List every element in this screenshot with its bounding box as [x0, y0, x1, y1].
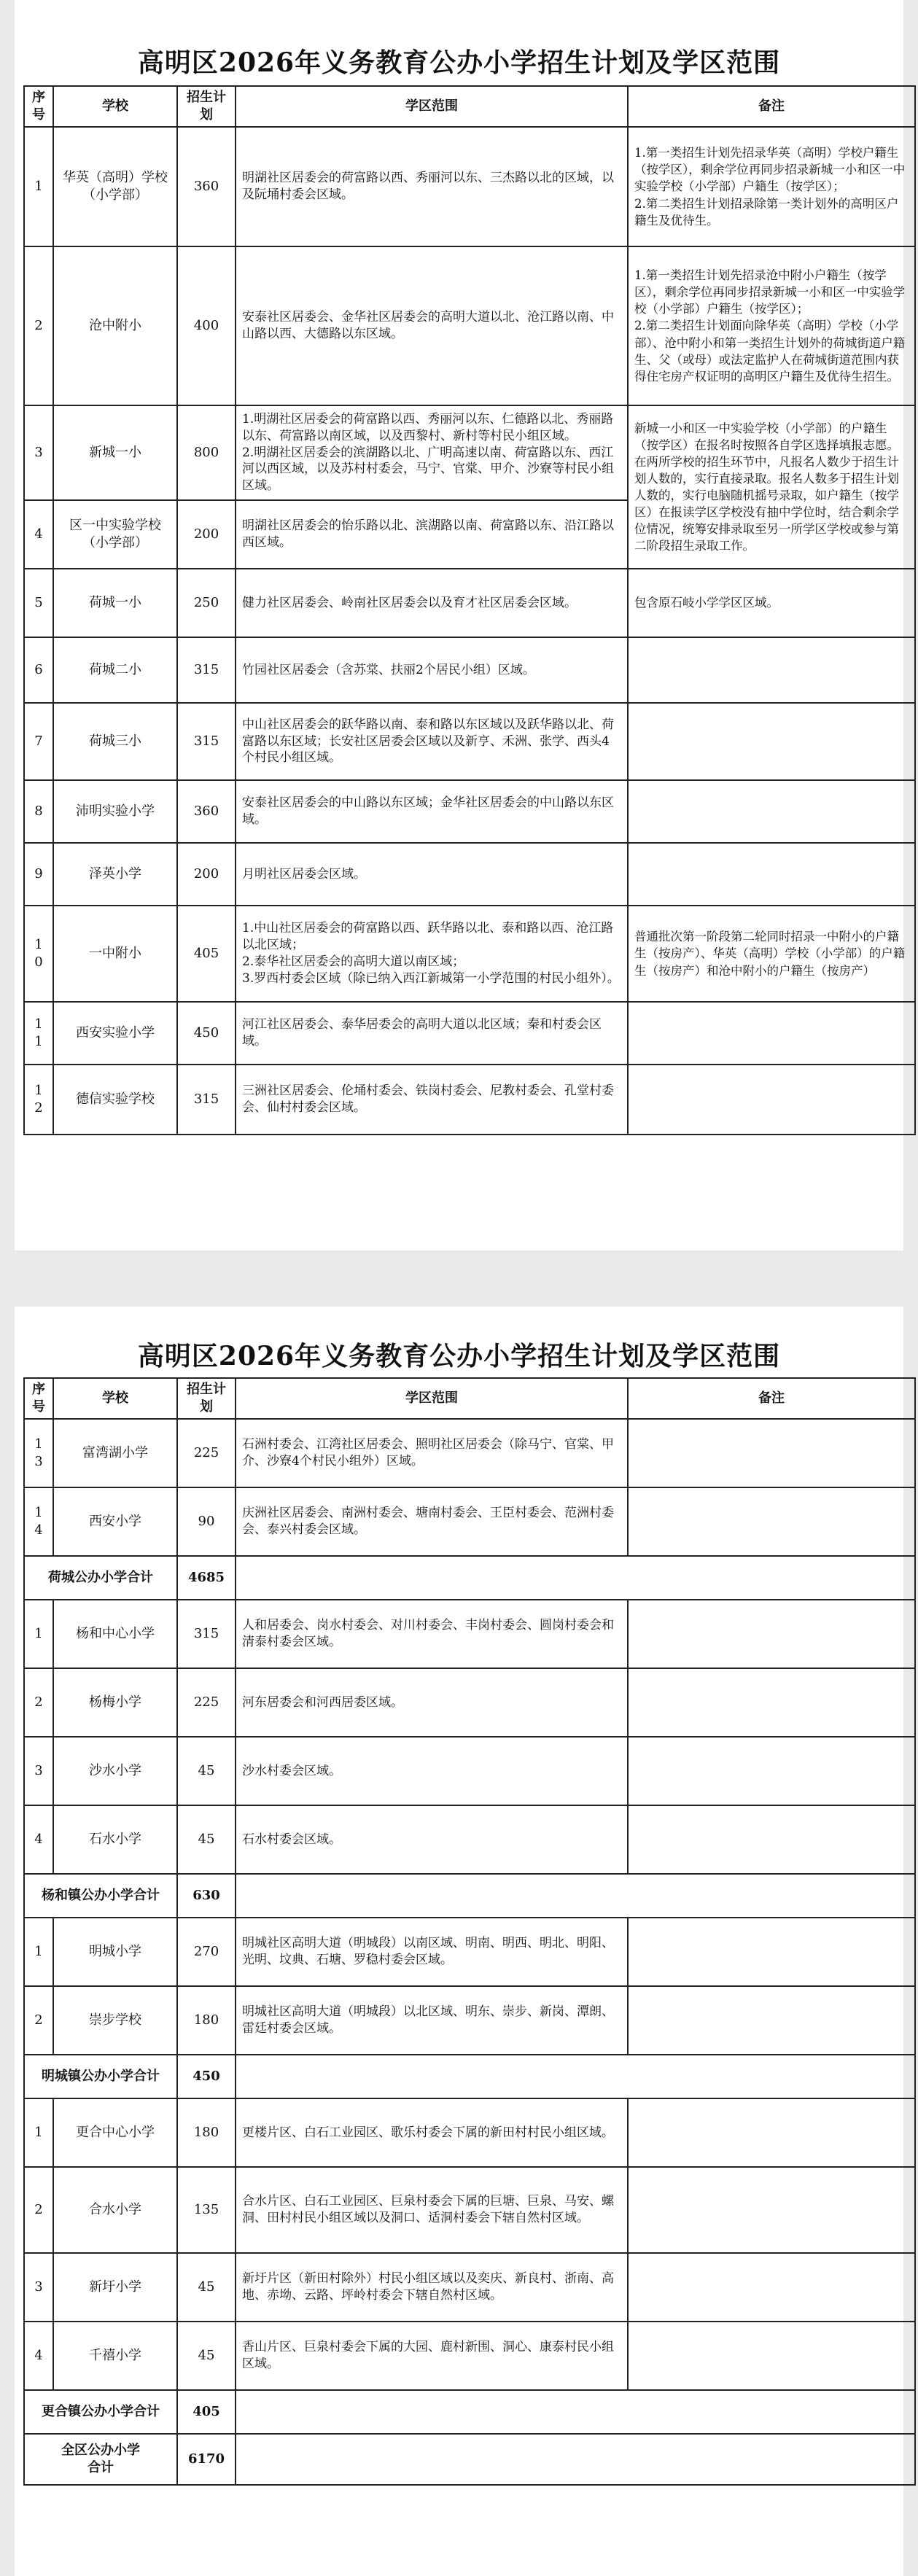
table-row — [24, 405, 915, 500]
table-row — [24, 246, 915, 405]
row-no: 4 — [24, 1805, 53, 1874]
page-title: 高明区2026年义务教育公办小学招生计划及学区范围 — [137, 1341, 781, 1371]
row-school: 一中附小 — [53, 906, 177, 1002]
row-note — [628, 1487, 915, 1556]
row-school: 区一中实验学校（小学部） — [53, 500, 177, 569]
table-header-row — [24, 86, 915, 127]
row-quota: 200 — [177, 843, 236, 906]
row-note: 包含原石岐小学学区区域。 — [628, 569, 915, 637]
row-no: 4 — [24, 2322, 53, 2390]
subtotal-label: 更合镇公办小学合计 — [24, 2390, 177, 2434]
table-row — [24, 2098, 915, 2167]
header-no: 序号 — [24, 86, 53, 127]
subtotal-label: 荷城公办小学合计 — [24, 1556, 177, 1600]
row-school: 沧中附小 — [53, 246, 177, 405]
row-area: 人和居委会、岗水村委会、对川村委会、丰岗村委会、圆岗村委会和清泰村委会区域。 — [236, 1600, 628, 1668]
table-row — [24, 569, 915, 637]
table-row — [24, 1487, 915, 1556]
row-area: 沙水村委会区域。 — [236, 1737, 628, 1805]
row-area: 更楼片区、白石工业园区、歌乐村委会下属的新田村村民小组区域。 — [236, 2098, 628, 2167]
row-quota: 450 — [177, 1002, 236, 1065]
row-school: 西安实验小学 — [53, 1002, 177, 1065]
row-quota: 45 — [177, 2253, 236, 2322]
row-note — [628, 637, 915, 703]
row-area: 安泰社区居委会的中山路以东区域；金华社区居委会的中山路以东区域。 — [236, 780, 628, 843]
table-row — [24, 127, 915, 246]
row-no: 10 — [24, 906, 53, 1002]
row-area: 安泰社区居委会、金华社区居委会的高明大道以北、沧江路以南、中山路以西、大德路以东区域。 — [236, 246, 628, 405]
row-school: 沙水小学 — [53, 1737, 177, 1805]
row-area: 中山社区居委会的跃华路以南、泰和路以东区域以及跃华路以北、荷富路以东区域；长安社区居委会区域以及新亨、禾洲、张学、西头4个村民小组区域。 — [236, 703, 628, 780]
grand-total-empty — [236, 2434, 915, 2485]
table-row — [24, 1737, 915, 1805]
row-quota: 180 — [177, 2098, 236, 2167]
subtotal-quota: 405 — [177, 2390, 236, 2434]
row-no: 2 — [24, 1668, 53, 1737]
subtotal-label: 明城镇公办小学合计 — [24, 2055, 177, 2098]
row-school: 千禧小学 — [53, 2322, 177, 2390]
row-area: 健力社区居委会、岭南社区居委会以及育才社区居委会区域。 — [236, 569, 628, 637]
row-note: 普通批次第一阶段第二轮同时招录一中附小的户籍生（按房产）、华英（高明）学校（小学部）的户籍生（按房产）和沧中附小的户籍生（按房产） — [628, 906, 915, 1002]
subtotal-quota: 4685 — [177, 1556, 236, 1600]
subtotal-label: 杨和镇公办小学合计 — [24, 1874, 177, 1918]
table-row — [24, 2167, 915, 2253]
row-note — [628, 1419, 915, 1487]
row-school: 富湾湖小学 — [53, 1419, 177, 1487]
row-quota: 315 — [177, 637, 236, 703]
row-school: 新城一小 — [53, 405, 177, 500]
subtotal-row — [24, 2390, 915, 2434]
row-note: 1.第一类招生计划先招录沧中附小户籍生（按学区），剩余学位再同步招录新城一小和区一中实验学校（小学部）户籍生（按学区）； 2.第二类招生计划面向除华英（高明）学校（小学部）、沧中附小和第一类招生计划外的荷城街道户籍生、父（或母）或法定监护人在荷城街道范围内获得住宅房产权证明的高明区户籍生及优待生招生。 — [628, 246, 915, 405]
row-quota: 225 — [177, 1419, 236, 1487]
row-quota: 800 — [177, 405, 236, 500]
row-area: 香山片区、巨泉村委会下属的大园、鹿村新围、洞心、康泰村民小组区域。 — [236, 2322, 628, 2390]
row-school: 华英（高明）学校（小学部） — [53, 127, 177, 246]
subtotal-row — [24, 2055, 915, 2098]
row-no: 2 — [24, 246, 53, 405]
row-area: 1.中山社区居委会的荷富路以西、跃华路以北、泰和路以西、沧江路以北区域； 2.泰华社区居委会的高明大道以南区域； 3.罗西村委会区域（除已纳入西江新城第一小学范围的村民小组外）。 — [236, 906, 628, 1002]
row-school: 荷城三小 — [53, 703, 177, 780]
table-row — [24, 1805, 915, 1874]
header-note: 备注 — [628, 1378, 915, 1419]
row-school: 西安小学 — [53, 1487, 177, 1556]
subtotal-quota: 450 — [177, 2055, 236, 2098]
row-no: 7 — [24, 703, 53, 780]
row-quota: 405 — [177, 906, 236, 1002]
row-no: 11 — [24, 1002, 53, 1065]
row-note — [628, 1600, 915, 1668]
row-school: 德信实验学校 — [53, 1065, 177, 1135]
row-area: 月明社区居委会区域。 — [236, 843, 628, 906]
row-note — [628, 2253, 915, 2322]
row-no: 6 — [24, 637, 53, 703]
row-quota: 360 — [177, 127, 236, 246]
table-header-row — [24, 1378, 915, 1419]
row-note — [628, 843, 915, 906]
header-no: 序号 — [24, 1378, 53, 1419]
row-no: 1 — [24, 1600, 53, 1668]
row-note: 1.第一类招生计划先招录华英（高明）学校户籍生（按学区），剩余学位再同步招录新城一小和区一中实验学校（小学部）户籍生（按学区）； 2.第二类招生计划招录除第一类计划外的高明区户籍生及优待生。 — [628, 127, 915, 246]
row-school: 新圩小学 — [53, 2253, 177, 2322]
row-no: 9 — [24, 843, 53, 906]
row-area: 石洲村委会、江湾社区居委会、照明社区居委会（除马宁、官棠、甲介、沙寮4个村民小组外）区域。 — [236, 1419, 628, 1487]
row-quota: 45 — [177, 1805, 236, 1874]
header-quota: 招生计划 — [177, 1378, 236, 1419]
row-area: 河东居委会和河西居委区域。 — [236, 1668, 628, 1737]
header-school: 学校 — [53, 1378, 177, 1419]
row-school: 沛明实验小学 — [53, 780, 177, 843]
row-area: 合水片区、白石工业园区、巨泉村委会下属的巨塘、巨泉、马安、螺洞、田村村民小组区域以及洞口、适洞村委会下辖自然村区域。 — [236, 2167, 628, 2253]
document-page-2 — [15, 1307, 903, 2576]
row-note — [628, 1065, 915, 1135]
header-quota: 招生计划 — [177, 86, 236, 127]
table-row — [24, 1002, 915, 1065]
enrollment-table — [23, 85, 916, 1135]
subtotal-row — [24, 1556, 915, 1600]
row-quota: 200 — [177, 500, 236, 569]
row-no: 5 — [24, 569, 53, 637]
row-area: 庆洲社区居委会、南洲村委会、塘南村委会、王臣村委会、范洲村委会、泰兴村委会区域。 — [236, 1487, 628, 1556]
row-quota: 45 — [177, 2322, 236, 2390]
row-quota: 180 — [177, 1986, 236, 2055]
row-note — [628, 1918, 915, 1986]
row-note — [628, 1002, 915, 1065]
row-quota: 270 — [177, 1918, 236, 1986]
row-school: 更合中心小学 — [53, 2098, 177, 2167]
row-area: 三洲社区居委会、伦埇村委会、铁岗村委会、尼教村委会、孔堂村委会、仙村村委会区域。 — [236, 1065, 628, 1135]
table-row — [24, 2322, 915, 2390]
table-row — [24, 1419, 915, 1487]
subtotal-row — [24, 1874, 915, 1918]
row-no: 14 — [24, 1487, 53, 1556]
table-row — [24, 1065, 915, 1135]
row-school: 荷城一小 — [53, 569, 177, 637]
row-school: 石水小学 — [53, 1805, 177, 1874]
row-quota: 360 — [177, 780, 236, 843]
grand-total-label: 全区公办小学 合计 — [24, 2434, 177, 2485]
subtotal-empty — [236, 1556, 915, 1600]
header-area: 学区范围 — [236, 86, 628, 127]
header-area: 学区范围 — [236, 1378, 628, 1419]
row-note — [628, 1986, 915, 2055]
row-no: 8 — [24, 780, 53, 843]
table-row — [24, 1986, 915, 2055]
row-note — [628, 780, 915, 843]
header-note: 备注 — [628, 86, 915, 127]
row-no: 13 — [24, 1419, 53, 1487]
row-quota: 315 — [177, 1065, 236, 1135]
row-no: 1 — [24, 1918, 53, 1986]
row-school: 泽英小学 — [53, 843, 177, 906]
row-note — [628, 2322, 915, 2390]
table-row — [24, 1668, 915, 1737]
grand-total-row — [24, 2434, 915, 2485]
row-note — [628, 2167, 915, 2253]
row-area: 明湖社区居委会的怡乐路以北、滨湖路以南、荷富路以东、沿江路以西区域。 — [236, 500, 628, 569]
row-no: 1 — [24, 127, 53, 246]
enrollment-table — [23, 1377, 916, 2486]
table-row — [24, 2253, 915, 2322]
subtotal-empty — [236, 2390, 915, 2434]
table-row — [24, 1918, 915, 1986]
row-note: 新城一小和区一中实验学校（小学部）的户籍生（按学区）在报名时按照各自学区选择填报志愿。在两所学校的招生环节中，凡报名人数少于招生计划人数的，实行直接录取。报名人数多于招生计划人数的，实行电脑随机摇号录取，如户籍生（按学区）在报读学区学校没有抽中学位时，结合剩余学位情况，统筹安排录取至另一所学区学校或参与第二阶段招生录取工作。 — [628, 405, 915, 569]
row-no: 1 — [24, 2098, 53, 2167]
row-school: 荷城二小 — [53, 637, 177, 703]
row-quota: 135 — [177, 2167, 236, 2253]
subtotal-quota: 630 — [177, 1874, 236, 1918]
row-area: 竹园社区居委会（含苏棠、扶丽2个居民小组）区域。 — [236, 637, 628, 703]
row-quota: 90 — [177, 1487, 236, 1556]
row-area: 明城社区高明大道（明城段）以北区域、明东、崇步、新岗、潭朗、雷廷村委会区域。 — [236, 1986, 628, 2055]
document-page-1 — [15, 0, 906, 1250]
row-note — [628, 1668, 915, 1737]
header-school: 学校 — [53, 86, 177, 127]
grand-total-quota: 6170 — [177, 2434, 236, 2485]
table-row — [24, 906, 915, 1002]
row-quota: 315 — [177, 1600, 236, 1668]
row-quota: 250 — [177, 569, 236, 637]
page-title: 高明区2026年义务教育公办小学招生计划及学区范围 — [137, 47, 781, 78]
row-note — [628, 703, 915, 780]
row-area: 明城社区高明大道（明城段）以南区域、明南、明西、明北、明阳、光明、坟典、石塘、罗稳村委会区域。 — [236, 1918, 628, 1986]
row-no: 4 — [24, 500, 53, 569]
row-school: 明城小学 — [53, 1918, 177, 1986]
row-quota: 225 — [177, 1668, 236, 1737]
row-no: 2 — [24, 2167, 53, 2253]
table-row — [24, 1600, 915, 1668]
row-school: 杨和中心小学 — [53, 1600, 177, 1668]
subtotal-empty — [236, 2055, 915, 2098]
row-note — [628, 2098, 915, 2167]
table-row — [24, 637, 915, 703]
row-note — [628, 1805, 915, 1874]
row-area: 河江社区居委会、泰华居委会的高明大道以北区域；秦和村委会区域。 — [236, 1002, 628, 1065]
row-quota: 45 — [177, 1737, 236, 1805]
table-row — [24, 843, 915, 906]
row-school: 合水小学 — [53, 2167, 177, 2253]
row-quota: 315 — [177, 703, 236, 780]
table-row — [24, 703, 915, 780]
row-quota: 400 — [177, 246, 236, 405]
row-school: 崇步学校 — [53, 1986, 177, 2055]
row-no: 3 — [24, 1737, 53, 1805]
subtotal-empty — [236, 1874, 915, 1918]
row-no: 2 — [24, 1986, 53, 2055]
row-no: 12 — [24, 1065, 53, 1135]
row-area: 1.明湖社区居委会的荷富路以西、秀丽河以东、仁德路以北、秀丽路以东、荷富路以南区域，以及西黎村、新村等村民小组区域。 2.明湖社区居委会的滨湖路以北、广明高速以南、荷富路以东、西江河以西区域，以及苏村村委会，马宁、官棠、甲介、沙寮等村民小组区域。 — [236, 405, 628, 500]
row-school: 杨梅小学 — [53, 1668, 177, 1737]
row-area: 明湖社区居委会的荷富路以西、秀丽河以东、三杰路以北的区域，以及阮埇村委会区域。 — [236, 127, 628, 246]
row-note — [628, 1737, 915, 1805]
row-area: 新圩片区（新田村除外）村民小组区域以及奕庆、新良村、浙南、高地、赤坳、云路、坪岭村委会下辖自然村区域。 — [236, 2253, 628, 2322]
row-no: 3 — [24, 2253, 53, 2322]
row-area: 石水村委会区域。 — [236, 1805, 628, 1874]
table-row — [24, 780, 915, 843]
row-no: 3 — [24, 405, 53, 500]
